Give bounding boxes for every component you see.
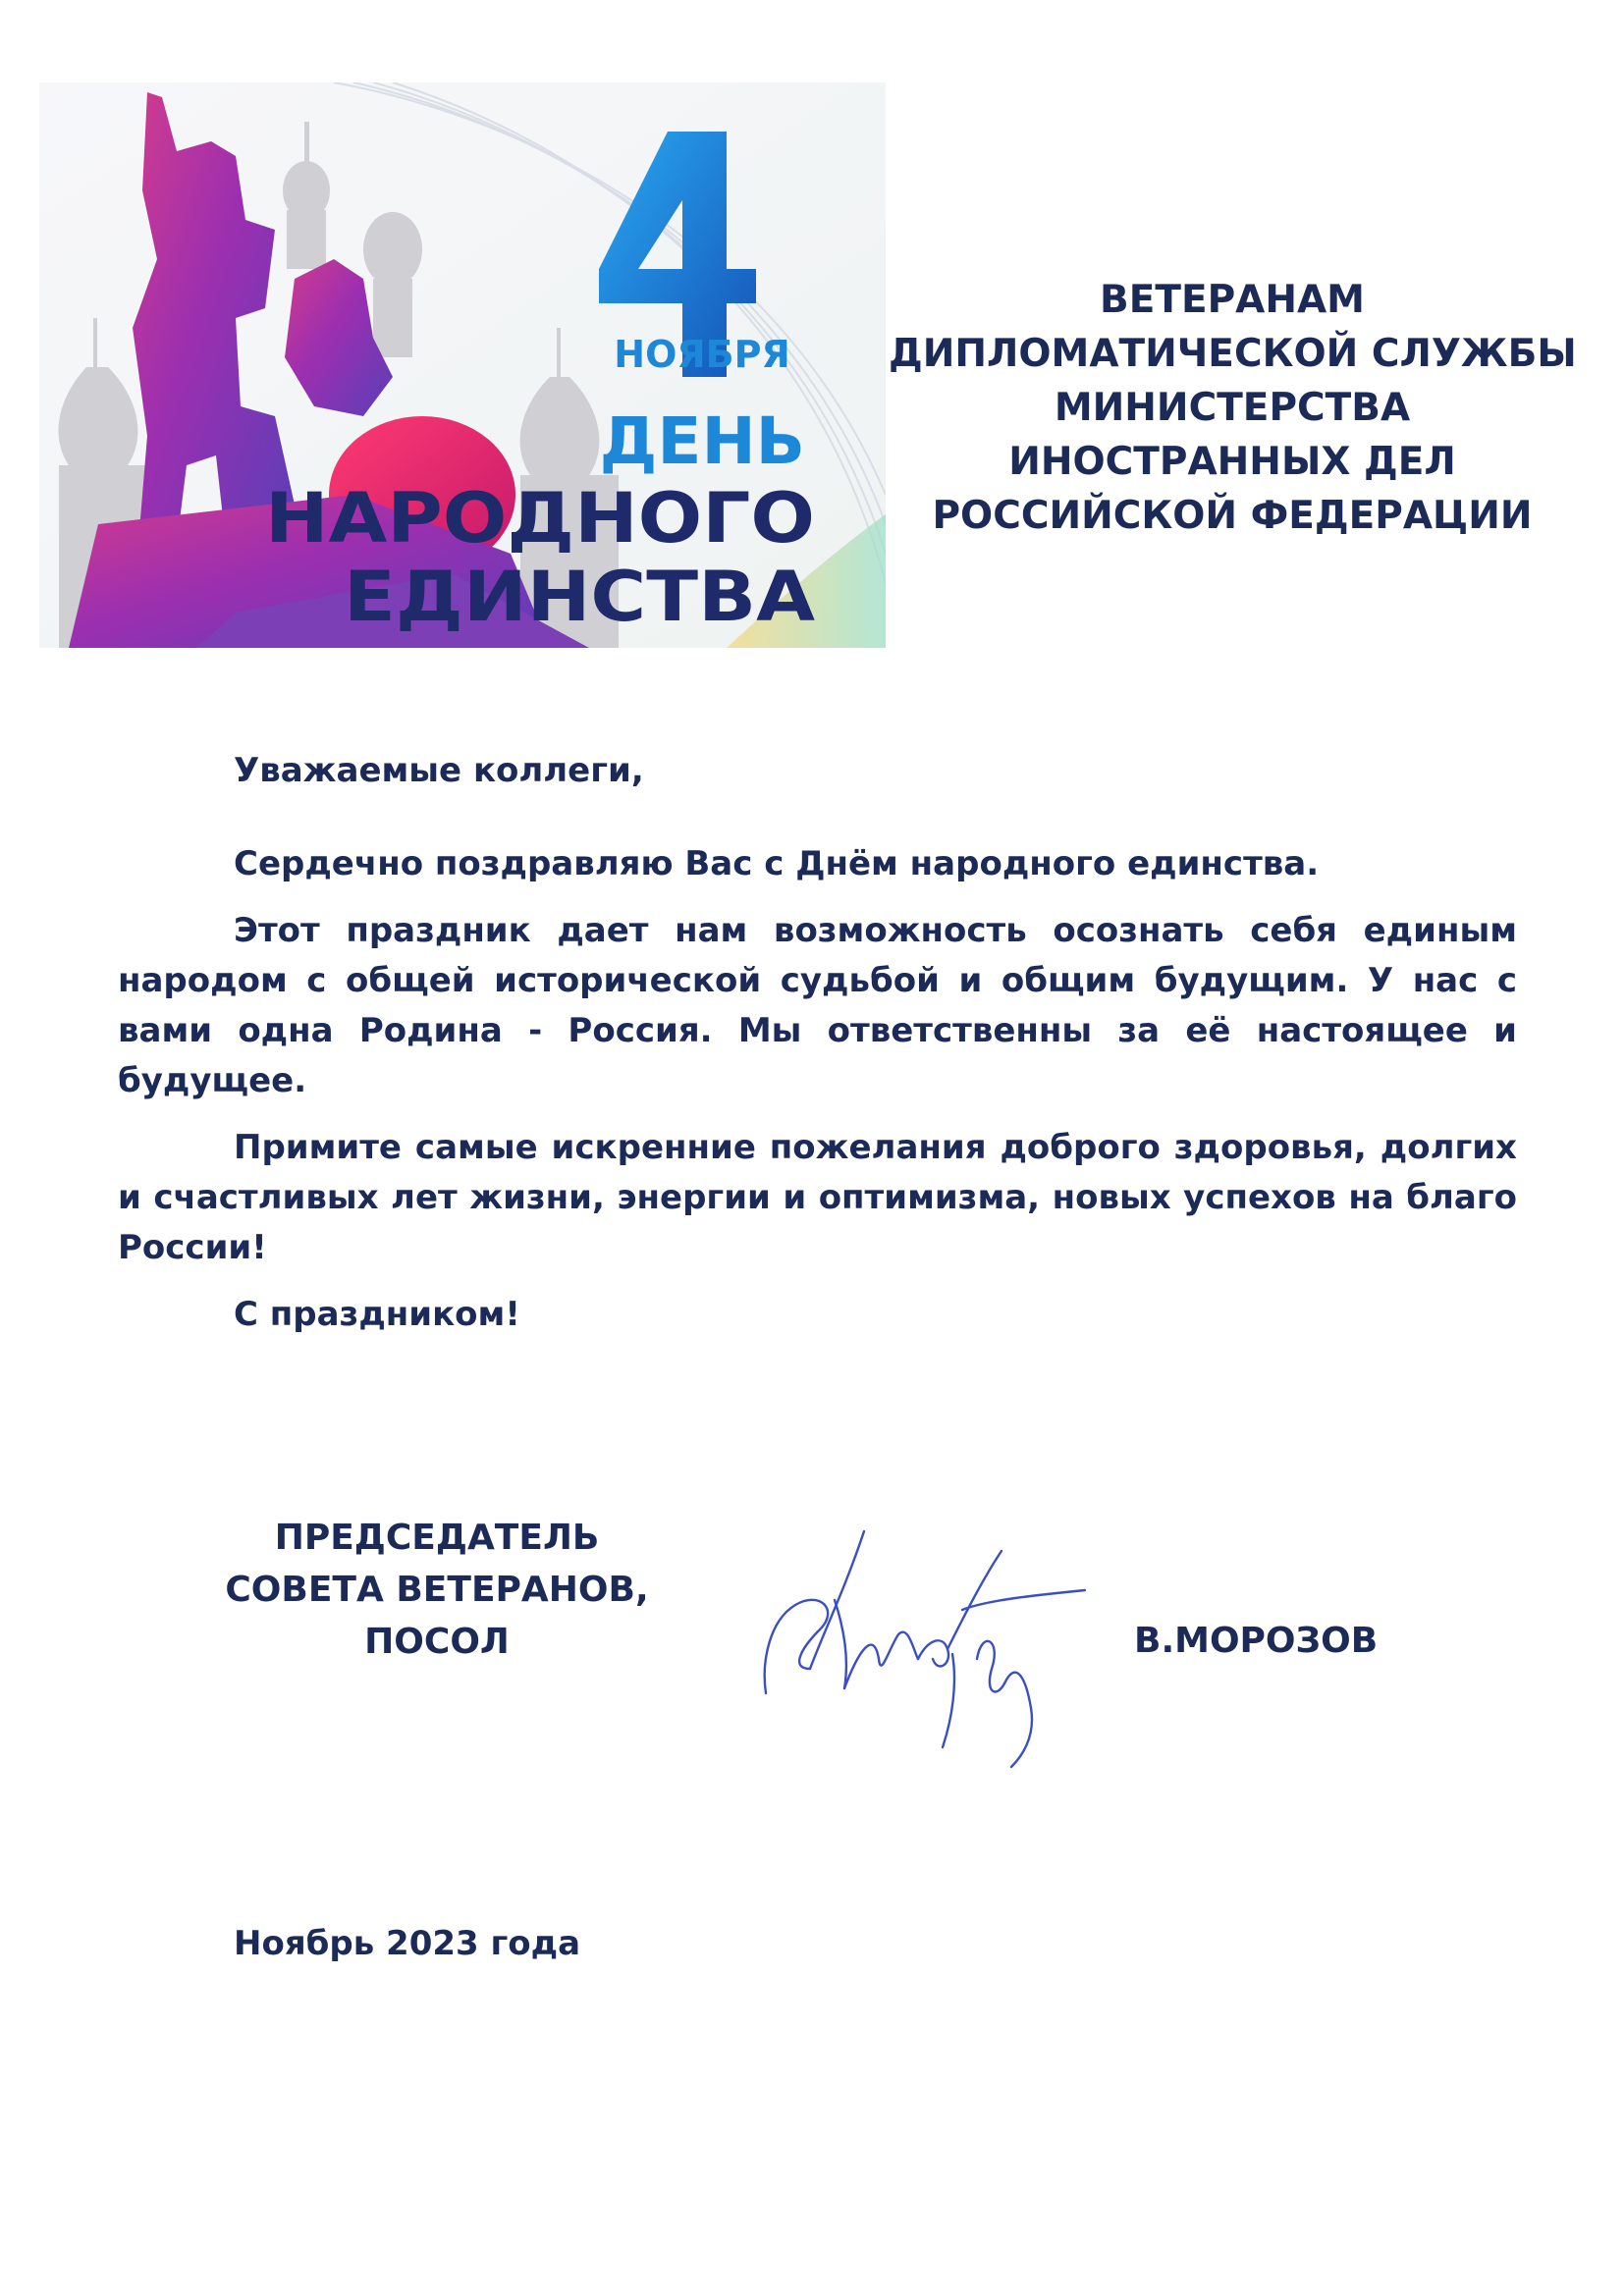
- addressee-line: РОССИЙСКОЙ ФЕДЕРАЦИИ: [932, 494, 1533, 538]
- handwritten-signature: [751, 1512, 1095, 1796]
- letter-paragraph: Сердечно поздравляю Вас с Днём народного единства.: [234, 844, 1320, 883]
- addressee-line: ДИПЛОМАТИЧЕСКОЙ СЛУЖБЫ: [889, 332, 1577, 376]
- signer-title-line: ПРЕДСЕДАТЕЛЬ: [274, 1518, 600, 1558]
- letter-closing: С праздником!: [234, 1295, 520, 1334]
- banner-illustration: [39, 82, 886, 648]
- letter-paragraph: Этот праздник дает нам возможность осознать себя единым народом с общей исторической судьбой и общим будущим. У нас с вами одна Родина - Россия. Мы ответственны за её настоящее и будущее.: [118, 911, 1517, 1100]
- addressee-block: [889, 273, 1576, 543]
- signer-name: В.МОРОЗОВ: [1134, 1621, 1379, 1661]
- banner-month: НОЯБРЯ: [614, 333, 790, 376]
- addressee-line: МИНИСТЕРСТВА: [1054, 386, 1411, 430]
- holiday-banner: [39, 82, 886, 648]
- letter-body: [118, 746, 1517, 1357]
- signer-title-line: ПОСОЛ: [364, 1622, 510, 1662]
- banner-line3: ЕДИНСТВА: [344, 557, 815, 637]
- signer-title: [201, 1512, 673, 1668]
- signer-title-line: СОВЕТА ВЕТЕРАНОВ,: [225, 1570, 649, 1610]
- addressee-line: ВЕТЕРАНАМ: [1099, 278, 1365, 322]
- banner-line1: ДЕНЬ: [599, 403, 805, 479]
- letter-greeting: Уважаемые коллеги,: [234, 751, 644, 790]
- letter-paragraph: Примите самые искренние пожелания доброго здоровья, долгих и счастливых лет жизни, энергии и оптимизма, новых успехов на благо России!: [118, 1128, 1517, 1267]
- addressee-line: ИНОСТРАННЫХ ДЕЛ: [1008, 440, 1456, 484]
- banner-line2: НАРОДНОГО: [265, 478, 815, 559]
- letter-date: Ноябрь 2023 года: [234, 1924, 581, 1963]
- signature-scribble: [751, 1512, 1095, 1796]
